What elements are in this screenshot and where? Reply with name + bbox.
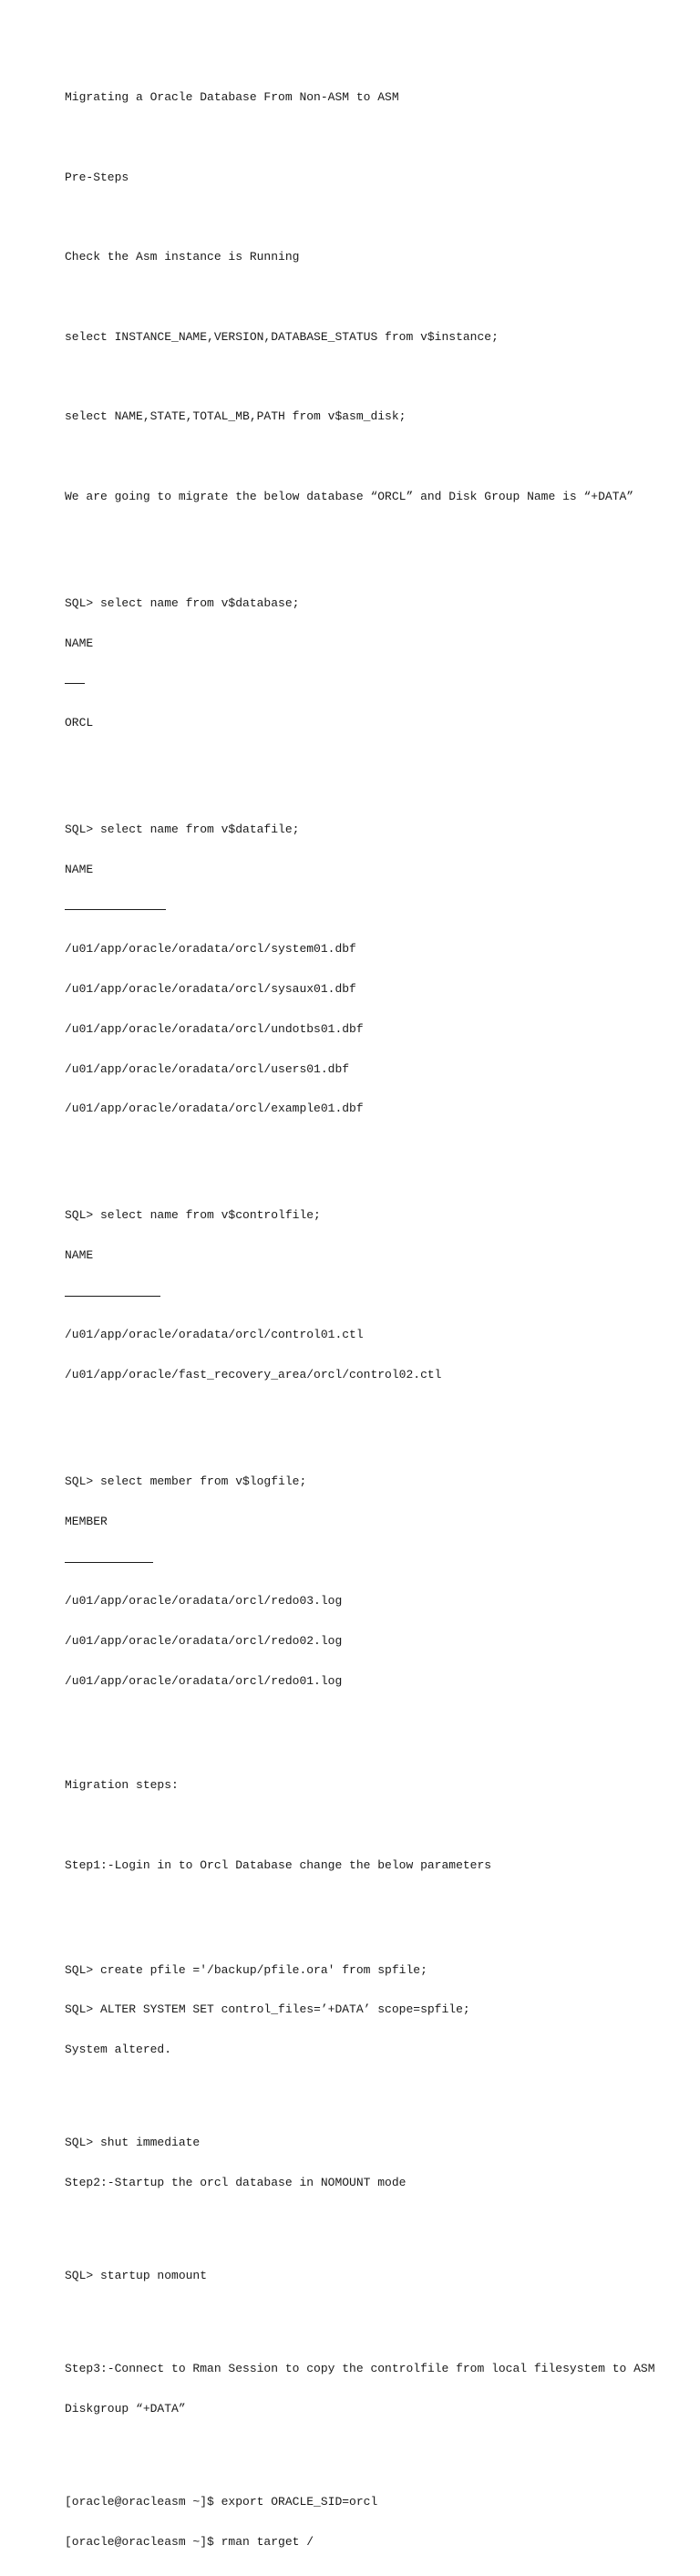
step1-command: SQL> create pfile ='/backup/pfile.ora' from spfile; xyxy=(65,1962,427,1977)
datafile-row: /u01/app/oracle/oradata/orcl/sysaux01.dbf xyxy=(65,981,356,996)
result-separator xyxy=(65,1289,666,1303)
datafile-row: /u01/app/oracle/oradata/orcl/example01.dbf xyxy=(65,1102,364,1116)
controlfile-query-header: NAME xyxy=(65,1247,94,1262)
startup-command: SQL> startup nomount xyxy=(65,2269,208,2283)
shutdown-command: SQL> shut immediate xyxy=(65,2136,201,2150)
migrate-note: We are going to migrate the below database “ORCL” and Disk Group Name is “+DATA” xyxy=(65,490,634,503)
controlfile-row: /u01/app/oracle/fast_recovery_area/orcl/control02.ctl xyxy=(65,1368,442,1382)
step1-command: SQL> ALTER SYSTEM SET control_files=’+DATA’ scope=spfile; xyxy=(65,2002,470,2017)
migration-heading: Migration steps: xyxy=(65,1778,179,1793)
datafile-row: /u01/app/oracle/oradata/orcl/system01.dbf xyxy=(65,942,356,957)
document-body xyxy=(65,65,666,2576)
asm-disk-query: select NAME,STATE,TOTAL_MB,PATH from v$asm_disk; xyxy=(65,409,407,424)
datafile-row: /u01/app/oracle/oradata/orcl/users01.dbf xyxy=(65,1061,350,1076)
document-title: Migrating a Oracle Database From Non-ASM to ASM xyxy=(65,90,399,105)
controlfile-query-prompt: SQL> select name from v$controlfile; xyxy=(65,1208,321,1223)
logfile-row: /u01/app/oracle/oradata/orcl/redo03.log xyxy=(65,1594,343,1609)
controlfile-row: /u01/app/oracle/oradata/orcl/control01.ctl xyxy=(65,1328,364,1342)
database-query-row: ORCL xyxy=(65,716,94,730)
step3-text: Step3:-Connect to Rman Session to copy the controlfile from local filesystem to ASM xyxy=(65,2362,655,2376)
shell-command: [oracle@oracleasm ~]$ rman target / xyxy=(65,2535,314,2550)
step2-text: Step2:-Startup the orcl database in NOMOUNT mode xyxy=(65,2176,407,2190)
logfile-row: /u01/app/oracle/oradata/orcl/redo01.log xyxy=(65,1673,343,1688)
datafile-query-header: NAME xyxy=(65,862,94,876)
datafile-query-prompt: SQL> select name from v$datafile; xyxy=(65,822,300,836)
step1-text: Step1:-Login in to Orcl Database change the below parameters xyxy=(65,1857,492,1872)
step3-text: Diskgroup “+DATA” xyxy=(65,2402,186,2416)
instance-query: select INSTANCE_NAME,VERSION,DATABASE_STATUS from v$instance; xyxy=(65,329,499,344)
result-separator xyxy=(65,903,666,916)
database-query-prompt: SQL> select name from v$database; xyxy=(65,595,300,610)
database-query-header: NAME xyxy=(65,636,94,650)
logfile-query-prompt: SQL> select member from v$logfile; xyxy=(65,1474,307,1488)
pre-steps-heading: Pre-Steps xyxy=(65,170,129,184)
check-asm-text: Check the Asm instance is Running xyxy=(65,250,300,264)
logfile-query-header: MEMBER xyxy=(65,1514,108,1528)
step1-command: System altered. xyxy=(65,2043,172,2057)
shell-command: [oracle@oracleasm ~]$ export ORACLE_SID=orcl xyxy=(65,2495,378,2509)
result-separator xyxy=(65,1556,666,1569)
logfile-row: /u01/app/oracle/oradata/orcl/redo02.log xyxy=(65,1634,343,1649)
result-separator xyxy=(65,677,666,690)
datafile-row: /u01/app/oracle/oradata/orcl/undotbs01.dbf xyxy=(65,1021,364,1036)
